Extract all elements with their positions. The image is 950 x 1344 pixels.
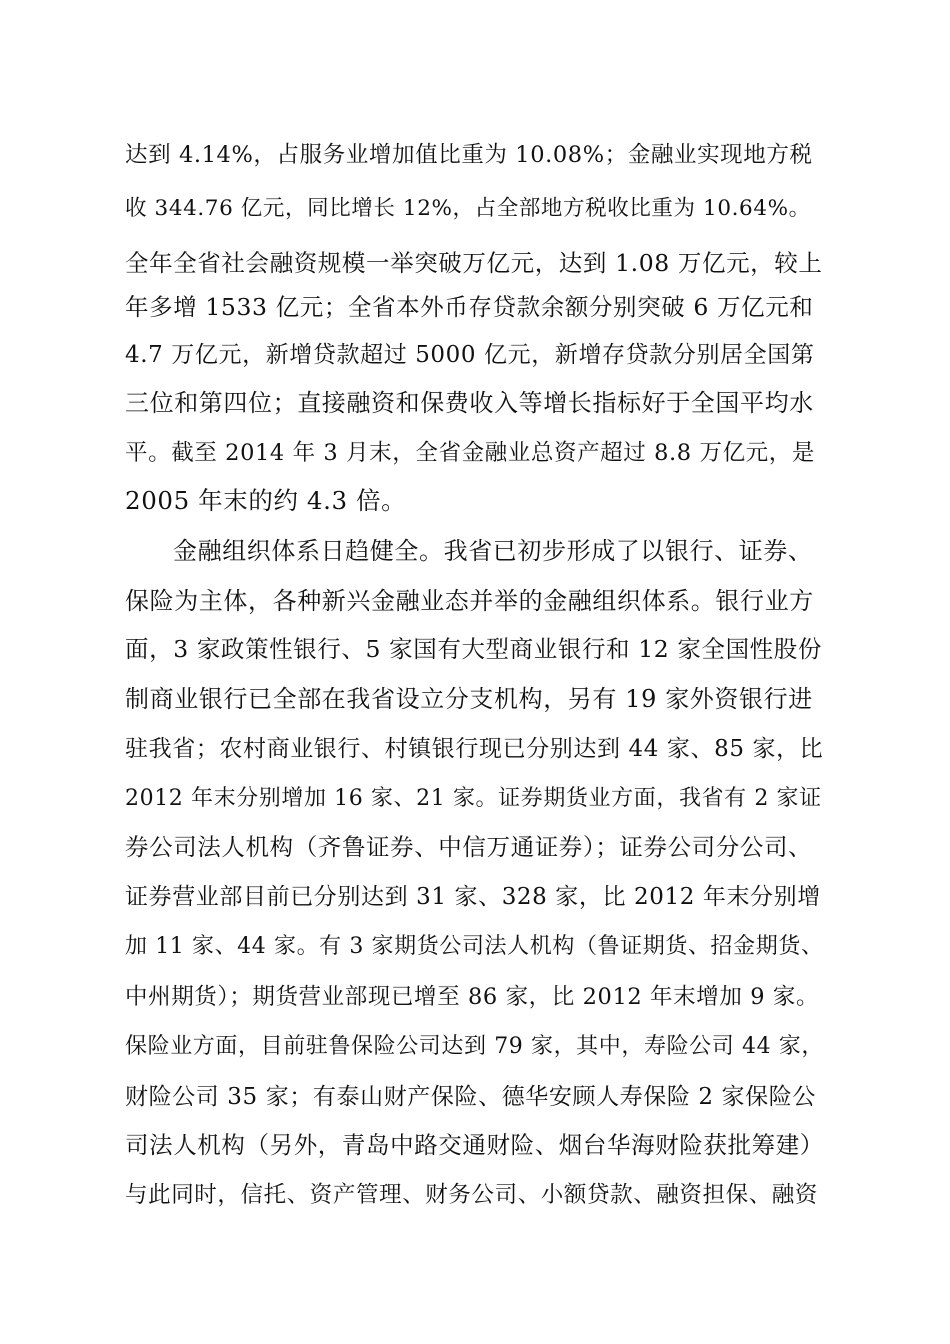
text-line: 保险业方面，目前驻鲁保险公司达到 79 家，其中，寿险公司 44 家， bbox=[125, 1034, 824, 1059]
text-line: 收 344.76 亿元，同比增长 12%，占全部地方税收比重为 10.64%。 bbox=[125, 196, 811, 221]
text-line: 证券营业部目前已分别达到 31 家、328 家，比 2012 年末分别增 bbox=[125, 884, 821, 910]
text-line: 券公司法人机构（齐鲁证券、中信万通证券）；证券公司分公司、 bbox=[125, 833, 813, 861]
text-line: 达到 4.14%，占服务业增加值比重为 10.08%；金融业实现地方税 bbox=[125, 142, 813, 168]
text-line: 三位和第四位；直接融资和保费收入等增长指标好于全国平均水 bbox=[125, 389, 814, 417]
text-line: 与此同时，信托、资产管理、财务公司、小额贷款、融资担保、融资 bbox=[125, 1182, 819, 1208]
text-line: 加 11 家、44 家。有 3 家期货公司法人机构（鲁证期货、招金期货、 bbox=[125, 934, 824, 959]
text-line: 保险为主体，各种新兴金融业态并举的金融组织体系。银行业方 bbox=[125, 587, 814, 615]
text-line: 司法人机构（另外，青岛中路交通财险、烟台华海财险获批筹建） bbox=[125, 1131, 824, 1159]
text-line: 2005 年末的约 4.3 倍。 bbox=[125, 486, 407, 515]
text-line: 4.7 万亿元，新增贷款超过 5000 亿元，新增存贷款分别居全国第 bbox=[125, 342, 815, 368]
text-line: 平。截至 2014 年 3 月末，全省金融业总资产超过 8.8 万亿元，是 bbox=[125, 440, 815, 466]
text-line: 制商业银行已全部在我省设立分支机构，另有 19 家外资银行进 bbox=[125, 685, 813, 713]
text-line: 面，3 家政策性银行、5 家国有大型商业银行和 12 家全国性股份 bbox=[125, 635, 822, 663]
text-line: 金融组织体系日趋健全。我省已初步形成了以银行、证券、 bbox=[173, 537, 813, 565]
text-line: 中州期货）；期货营业部现已增至 86 家，比 2012 年末增加 9 家。 bbox=[125, 984, 820, 1010]
text-line: 年多增 1533 亿元；全省本外币存贷款余额分别突破 6 万亿元和 bbox=[125, 293, 814, 321]
text-line: 驻我省；农村商业银行、村镇银行现已分别达到 44 家、85 家，比 bbox=[125, 736, 824, 762]
text-line: 2012 年末分别增加 16 家、21 家。证券期货业方面，我省有 2 家证 bbox=[125, 786, 822, 811]
text-line: 财险公司 35 家；有泰山财产保险、德华安顾人寿保险 2 家保险公 bbox=[125, 1084, 816, 1110]
text-line: 全年全省社会融资规模一举突破万亿元，达到 1.08 万亿元，较上 bbox=[125, 249, 823, 277]
